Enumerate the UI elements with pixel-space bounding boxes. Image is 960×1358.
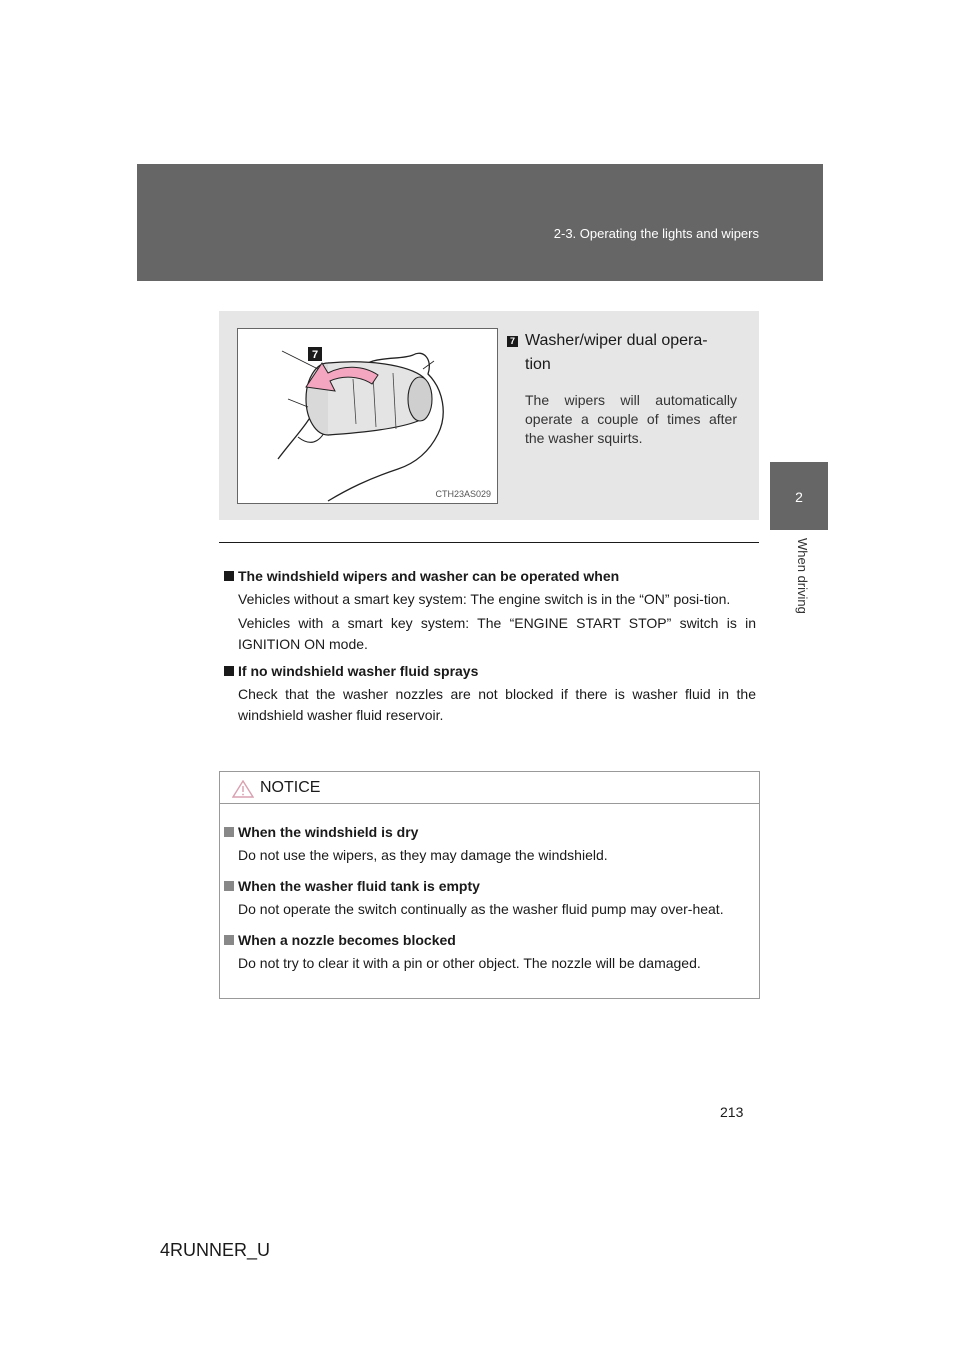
hand-lever-drawing <box>238 329 497 503</box>
page-number: 213 <box>720 1104 744 1120</box>
illustration-step-badge: 7 <box>311 349 319 361</box>
step-description <box>507 329 737 448</box>
section-title: 2-3. Operating the lights and wipers <box>553 226 759 241</box>
chapter-label: When driving <box>795 538 810 614</box>
notice-item-heading: When the washer fluid tank is empty <box>224 876 755 896</box>
note-heading: If no windshield washer fluid sprays <box>224 661 756 681</box>
bullet-square-icon <box>224 935 234 945</box>
notice-item-body: Do not try to clear it with a pin or other object. The nozzle will be damaged. <box>238 955 701 971</box>
notice-box <box>219 771 760 999</box>
note-paragraph: Check that the washer nozzles are not blocked if there is washer fluid in the windshield washer fluid reservoir. <box>238 686 756 723</box>
notice-item-body: Do not use the wipers, as they may damage the windshield. <box>238 847 608 863</box>
notice-items <box>220 804 759 974</box>
step-title-line-2: tion <box>525 356 551 373</box>
notice-item-heading: When the windshield is dry <box>224 822 755 842</box>
notice-title: NOTICE <box>260 779 321 796</box>
bullet-square-icon <box>224 571 234 581</box>
warning-triangle-icon <box>232 780 254 798</box>
note-paragraph: Vehicles with a smart key system: The “ENGINE START STOP” switch is in IGNITION ON mode. <box>238 615 756 652</box>
page-header <box>137 164 823 281</box>
notes-section <box>224 560 756 726</box>
notice-header <box>220 772 759 804</box>
bullet-square-icon <box>224 827 234 837</box>
bullet-square-icon <box>224 666 234 676</box>
chapter-tab: 2 <box>770 462 828 530</box>
notice-item-heading: When a nozzle becomes blocked <box>224 930 755 950</box>
step-badge: 7 <box>507 336 518 347</box>
step-text: The wipers will automatically operate a couple of times after the washer squirts. <box>525 392 737 446</box>
notice-item-body: Do not operate the switch continually as the washer fluid pump may over-heat. <box>238 901 724 917</box>
footer-code: 4RUNNER_U <box>160 1240 271 1260</box>
step-title-line-1: Washer/wiper dual opera- <box>525 332 708 349</box>
step-title <box>525 329 737 377</box>
note-heading: The windshield wipers and washer can be operated when <box>224 566 756 586</box>
section-divider <box>219 542 759 543</box>
illustration-code: CTH23AS029 <box>435 489 491 499</box>
bullet-square-icon <box>224 881 234 891</box>
note-paragraph: Vehicles without a smart key system: The engine switch is in the “ON” posi-tion. <box>238 591 731 607</box>
step-panel <box>219 311 759 520</box>
wiper-lever-illustration <box>237 328 498 504</box>
